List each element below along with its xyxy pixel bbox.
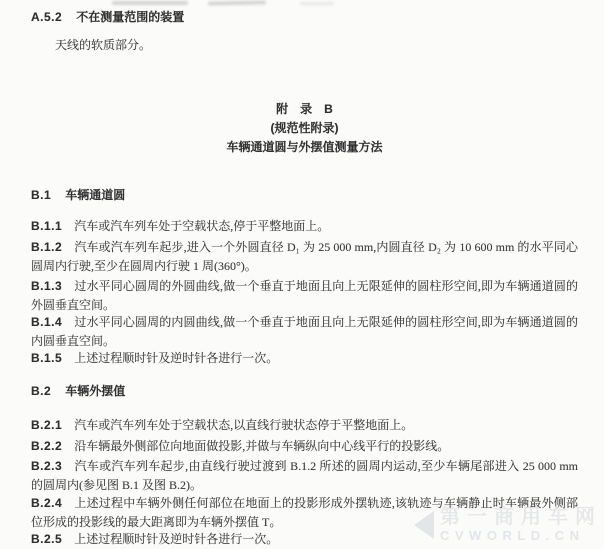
clause-number: B.1.3 — [31, 279, 63, 293]
clause-number: B.1.2 — [31, 240, 63, 254]
appendix-subject: 车辆通道圆与外摆值测量方法 — [226, 140, 383, 154]
clause-number: B.2.3 — [31, 459, 63, 473]
watermark-site-name: 第一商用车网 — [440, 506, 602, 528]
clause-text: 过水平同心圆周的外圆曲线,做一个垂直于地面且向上无限延伸的圆柱形空间,即为车辆通道圆的外圆垂直空间。 — [31, 279, 578, 312]
clause-number: B.1 — [31, 188, 52, 202]
clause-number: B.2.1 — [31, 418, 63, 432]
clause-number: B.1.5 — [31, 351, 63, 365]
clause-number: B.2.5 — [31, 532, 63, 546]
watermark-site-url: CVWORLD.CN — [440, 528, 585, 543]
appendix-type: (规范性附录) — [270, 121, 339, 135]
clause-text: 汽车或汽车列车起步,进入一个外圆直径 D₁ 为 25 000 mm,内圆直径 D₂ 为 10 600 mm 的水平同心圆周内行驶,至少在圆周内行驶 1 周(360°)。 — [31, 240, 578, 273]
clause-number: A.5.2 — [31, 10, 63, 24]
clause-text: 上述过程中车辆外侧任何部位在地面上的投影形成外摆轨迹,该轨迹与车辆静止时车辆最外侧部位形成的投影线的最大距离即为车辆外摆值 T。 — [31, 496, 578, 529]
clause-number: B.1.1 — [31, 219, 63, 233]
clause-b1-2 — [31, 238, 578, 275]
scan-artifact — [300, 2, 334, 5]
clause-number: B.2.4 — [31, 496, 63, 510]
clause-text: 汽车或汽车列车处于空载状态,以直线行驶状态停于平整地面上。 — [74, 418, 414, 432]
clause-b2-3 — [31, 457, 578, 494]
clause-b1-4 — [31, 313, 578, 350]
appendix-label: 附 录 B — [276, 102, 333, 116]
clause-b1-5 — [31, 349, 578, 368]
clause-text: 过水平同心圆周的内圆曲线,做一个垂直于地面且向上无限延伸的圆柱形空间,即为车辆通道圆的内圆垂直空间。 — [31, 315, 578, 348]
heading-text: 不在测量范围的装置 — [76, 10, 185, 24]
watermark-logo-icon — [414, 511, 434, 539]
section-b2-heading — [31, 382, 578, 401]
heading-text: 车辆通道圆 — [65, 188, 126, 202]
section-a52-heading — [31, 8, 578, 27]
clause-text: 汽车或汽车列车处于空载状态,停于平整地面上。 — [74, 219, 330, 233]
clause-b2-1 — [31, 416, 578, 435]
clause-text: 上述过程顺时针及逆时针各进行一次。 — [74, 532, 279, 546]
heading-text: 车辆外摆值 — [65, 384, 126, 398]
clause-number: B.1.4 — [31, 315, 63, 329]
scan-artifact — [112, 1, 188, 5]
watermark — [414, 506, 602, 543]
appendix-title-block — [31, 100, 578, 157]
scan-artifact — [208, 0, 266, 5]
clause-b1-1 — [31, 217, 578, 236]
clause-text: 汽车或汽车列车起步,由直线行驶过渡到 B.1.2 所述的圆周内运动,至少车辆尾部进入 25 000 mm 的圆周内(参见图 B.1 及图 B.2)。 — [31, 459, 578, 492]
clause-text: 上述过程顺时针及逆时针各进行一次。 — [74, 351, 279, 365]
clause-number: B.2 — [31, 384, 52, 398]
paragraph-a52-body: 天线的软质部分。 — [55, 38, 152, 52]
clause-text: 沿车辆最外侧部位向地面做投影,并做与车辆纵向中心线平行的投影线。 — [74, 439, 450, 453]
clause-b2-2 — [31, 437, 578, 456]
clause-b1-3 — [31, 277, 578, 314]
section-b1-heading — [31, 186, 578, 205]
clause-number: B.2.2 — [31, 439, 63, 453]
watermark-text — [440, 506, 602, 543]
